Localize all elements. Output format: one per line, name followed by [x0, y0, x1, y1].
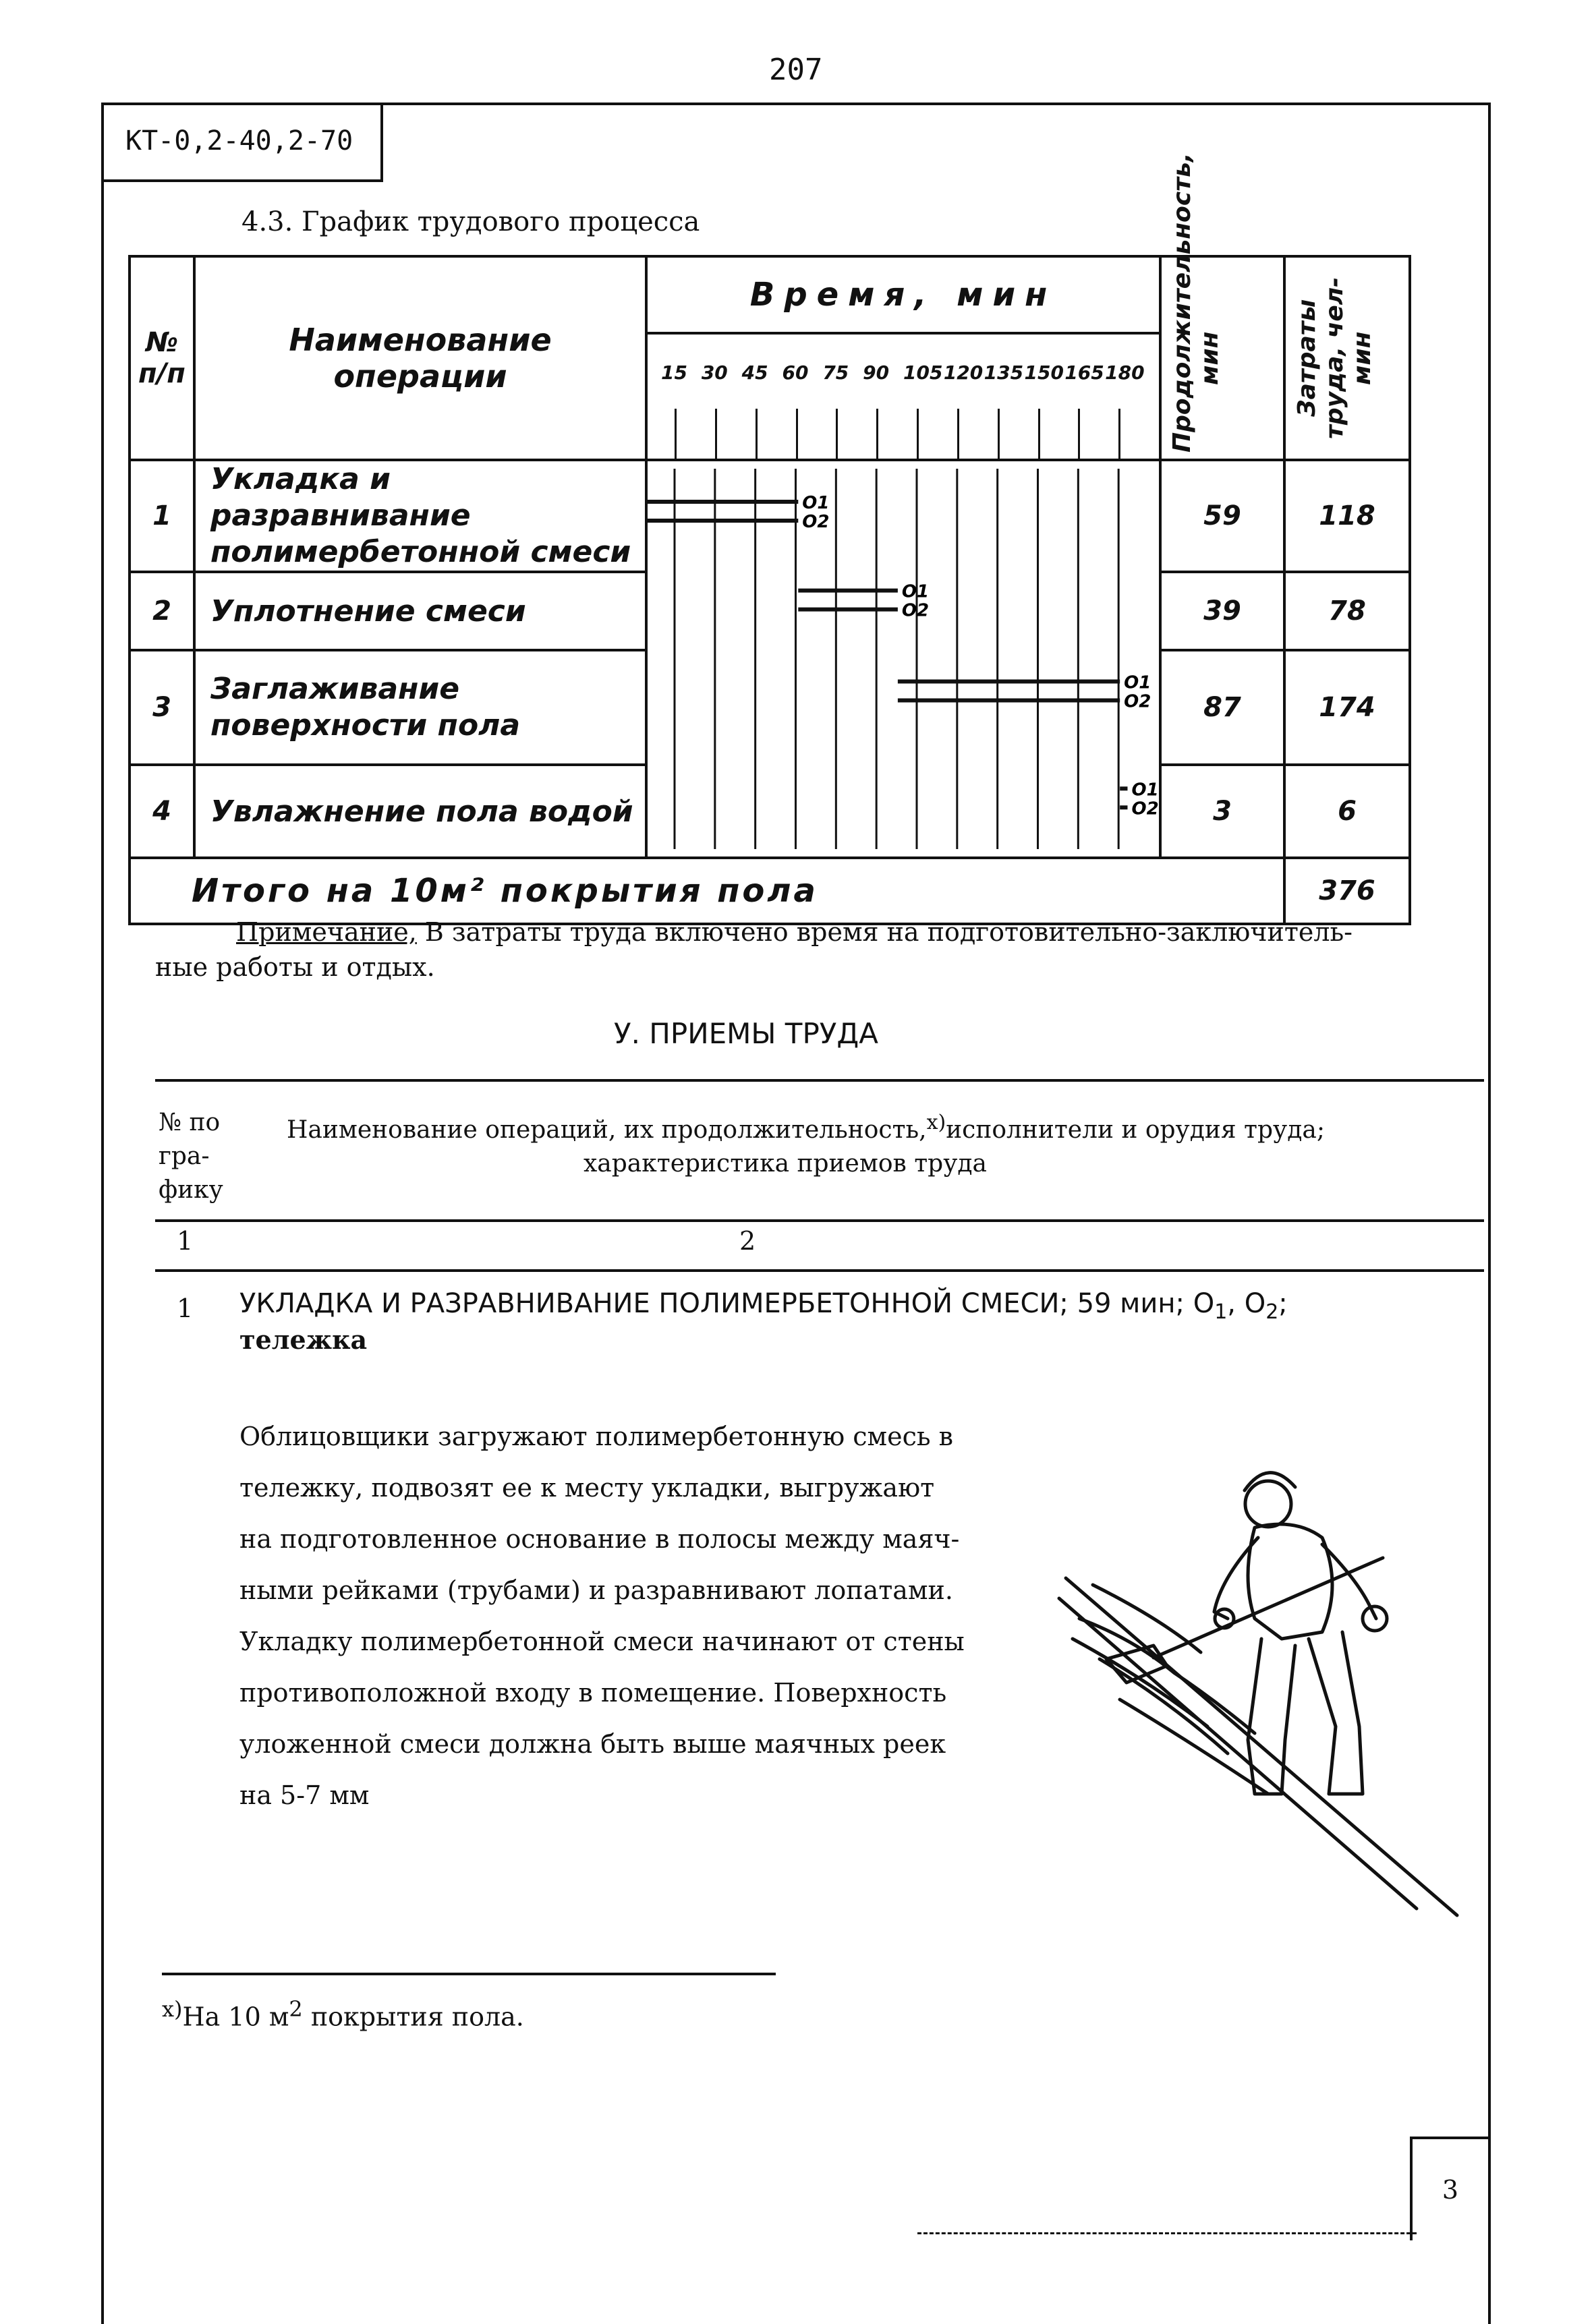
- trud-col2-header-text: Наименование операций, их продолжительность,: [287, 1116, 927, 1144]
- footnote: [162, 1996, 524, 2032]
- row-duration: 59: [1160, 460, 1284, 572]
- op-end: ;: [1278, 1288, 1288, 1319]
- footnote-marker: х): [162, 1996, 183, 2022]
- row-labor: 78: [1284, 572, 1410, 650]
- op-title-text: УКЛАДКА И РАЗРАВНИВАНИЕ ПОЛИМЕРБЕТОННОЙ СМЕСИ; 59 мин; О: [239, 1288, 1215, 1319]
- time-tick-label: 150: [1024, 361, 1064, 384]
- header-time: Время, мин 15 30 45 60 75 90 105 120 135 150 165 180: [646, 256, 1160, 460]
- gantt-chart: [648, 469, 1159, 849]
- time-grid-line: [1038, 409, 1040, 459]
- row-duration: 87: [1160, 650, 1284, 765]
- bottom-rule: [917, 2232, 1417, 2234]
- op-title: [239, 1285, 1494, 1331]
- gantt-worker-label: О2: [1131, 798, 1159, 819]
- note-label: Примечание,: [236, 917, 417, 947]
- time-tick-label: 15: [661, 361, 687, 384]
- rule-top: [155, 1079, 1484, 1082]
- row-num: 1: [130, 460, 194, 572]
- time-ticks: [648, 335, 1159, 459]
- total-value: 376: [1284, 858, 1410, 924]
- footnote-rule: [162, 1973, 776, 1975]
- section-title: 4.3. График трудового процесса: [241, 206, 700, 237]
- time-grid-line: [796, 409, 798, 459]
- gantt-worker-label: О2: [802, 512, 830, 532]
- time-tick-label: 165: [1064, 361, 1104, 384]
- paragraph-line: уложенной смеси должна быть выше маячных реек: [239, 1729, 946, 1759]
- gantt-area: [646, 460, 1160, 858]
- gantt-worker-label: О2: [1124, 691, 1151, 712]
- row-name: Заглаживание поверхности пола: [194, 650, 646, 765]
- footnote-text-2: покрытия пола.: [302, 2002, 524, 2032]
- worker-illustration: [1052, 1416, 1471, 1929]
- trud-col2-header: [287, 1087, 1487, 1181]
- footnote-sup: 2: [289, 1996, 303, 2022]
- row-labor: 118: [1284, 460, 1410, 572]
- header-duration: Продолжительность, мин: [1160, 256, 1284, 460]
- time-grid-line: [957, 409, 959, 459]
- op-sub-1: 1: [1214, 1300, 1228, 1324]
- gantt-worker-label: О1: [802, 493, 830, 513]
- op-sub-2: 2: [1265, 1300, 1279, 1324]
- sheet-number: 3: [1410, 2137, 1488, 2240]
- time-tick-label: 120: [943, 361, 984, 384]
- col-index-2: 2: [739, 1226, 756, 1256]
- doc-code: КТ-0,2-40,2-70: [101, 103, 383, 182]
- op-num: 1: [177, 1294, 194, 1323]
- time-tick-label: 90: [863, 361, 890, 384]
- time-grid-line: [715, 409, 717, 459]
- table-row: [130, 460, 1410, 572]
- row-name: Укладка и разравнивание полимербетонной смеси: [194, 460, 646, 572]
- gantt-worker-label: О1: [1131, 780, 1159, 801]
- op-tool: тележка: [239, 1325, 368, 1355]
- gantt-worker-label: О2: [901, 600, 930, 621]
- header-labor: Затраты труда, чел-мин: [1284, 256, 1410, 460]
- row-labor: 6: [1284, 765, 1410, 858]
- trud-col1-header: № по гра- фику: [159, 1109, 223, 1204]
- row-name: Увлажнение пола водой: [194, 765, 646, 858]
- time-tick-label: 105: [903, 361, 943, 384]
- trud-col2-header-text-b: исполнители и орудия труда;: [946, 1116, 1325, 1144]
- note-text-2: ные работы и отдых.: [155, 952, 435, 982]
- row-duration: 3: [1160, 765, 1284, 858]
- col-index-1: 1: [177, 1226, 194, 1256]
- time-tick-label: 60: [782, 361, 809, 384]
- paragraph-line: ными рейками (трубами) и разравнивают лопатами.: [239, 1575, 953, 1605]
- time-tick-label: 135: [984, 361, 1024, 384]
- paragraph-line: противоположной входу в помещение. Поверхность: [239, 1678, 947, 1708]
- note-text: В затраты труда включено время на подготовительно-заключитель-: [416, 917, 1353, 947]
- gantt-worker-label: О1: [1124, 672, 1151, 693]
- paragraph-line: на 5-7 мм: [239, 1780, 370, 1810]
- paragraph-line: Укладку полимербетонной смеси начинают от стены: [239, 1627, 965, 1656]
- trud-col2-header-line2: характеристика приемов труда: [583, 1150, 988, 1178]
- note: [155, 914, 1477, 985]
- time-grid-line: [998, 409, 1000, 459]
- op-mid: , О: [1227, 1288, 1266, 1319]
- paragraph-line: тележку, подвозят ее к месту укладки, выгружают: [239, 1473, 935, 1503]
- row-num: 3: [130, 650, 194, 765]
- rule-mid: [155, 1219, 1484, 1222]
- time-grid-line: [756, 409, 758, 459]
- row-name: Уплотнение смеси: [194, 572, 646, 650]
- time-grid-line: [1118, 409, 1120, 459]
- time-tick-label: 30: [701, 361, 728, 384]
- row-num: 4: [130, 765, 194, 858]
- footnote-mark: х): [926, 1111, 946, 1134]
- paragraph-line: Облицовщики загружают полимербетонную смесь в: [239, 1422, 954, 1451]
- time-tick-label: 75: [822, 361, 849, 384]
- row-duration: 39: [1160, 572, 1284, 650]
- trud-title: У. ПРИЕМЫ ТРУДА: [614, 1017, 878, 1050]
- time-grid-line: [675, 409, 677, 459]
- time-grid-line: [836, 409, 838, 459]
- gantt-worker-label: О1: [901, 581, 930, 602]
- page-number: 207: [769, 53, 823, 87]
- time-tick-label: 45: [741, 361, 768, 384]
- time-grid-line: [876, 409, 878, 459]
- rule-bottom: [155, 1269, 1484, 1272]
- header-name: Наименование операции: [194, 256, 646, 460]
- time-tick-label: 180: [1105, 361, 1145, 384]
- row-labor: 174: [1284, 650, 1410, 765]
- footnote-text: На 10 м: [182, 2002, 289, 2032]
- time-grid-line: [1078, 409, 1080, 459]
- total-label: Итого на 10м² покрытия пола: [130, 858, 1284, 924]
- header-num: № п/п: [130, 256, 194, 460]
- time-grid-line: [917, 409, 919, 459]
- row-num: 2: [130, 572, 194, 650]
- op-description: [239, 1411, 1049, 1821]
- paragraph-line: на подготовленное основание в полосы между маяч-: [239, 1524, 960, 1554]
